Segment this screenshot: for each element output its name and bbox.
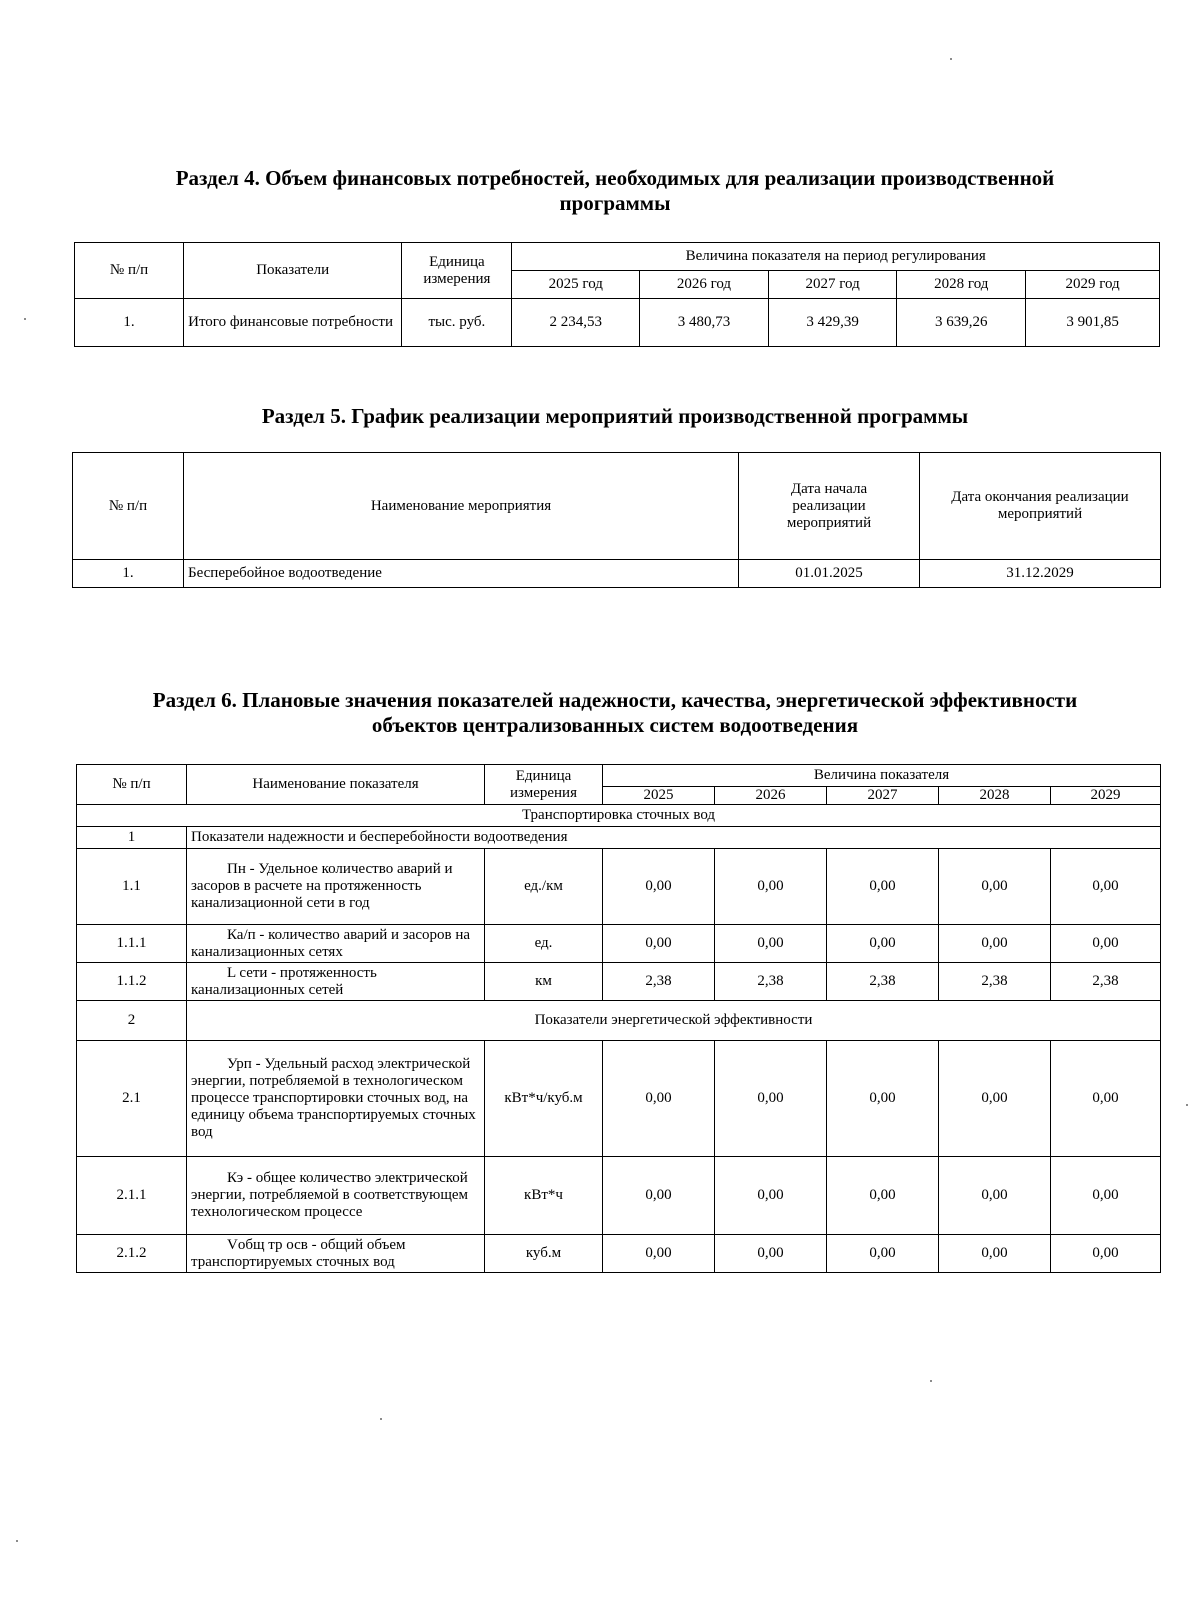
section4-title-line2: программы <box>559 191 671 215</box>
table-row <box>75 299 1160 347</box>
row-num: 1.1 <box>77 849 187 925</box>
row-unit: тыс. руб. <box>402 299 512 347</box>
row-value: 3 639,26 <box>897 299 1026 347</box>
header-year: 2028 год <box>897 271 1026 299</box>
section5-title-text: Раздел 5. График реализации мероприятий производственной программы <box>261 404 969 428</box>
header-end-date: Дата окончания реализации мероприятий <box>920 453 1161 560</box>
section6-title <box>70 688 1160 738</box>
banner-row: Транспортировка сточных вод <box>77 805 1161 827</box>
table-row <box>77 1157 1161 1235</box>
header-year: 2029 <box>1051 787 1161 805</box>
row-value: 0,00 <box>603 1157 715 1235</box>
row-num: 1.1.1 <box>77 925 187 963</box>
section5-table <box>72 452 1161 588</box>
row-start-date: 01.01.2025 <box>739 560 920 588</box>
header-year: 2027 год <box>768 271 897 299</box>
row-value: 0,00 <box>939 925 1051 963</box>
header-unit: Единица измерения <box>485 765 603 805</box>
row-value: 2,38 <box>939 963 1051 1001</box>
row-name: Vобщ тр осв - общий объем транспортируемых сточных вод <box>187 1235 485 1273</box>
section6-title-line1: Раздел 6. Плановые значения показателей надежности, качества, энергетической эффективности <box>152 688 1078 712</box>
row-name: Ка/п - количество аварий и засоров на канализационных сетях <box>187 925 485 963</box>
row-num: 2.1.1 <box>77 1157 187 1235</box>
scan-speck <box>16 1540 18 1542</box>
row-num: 1. <box>75 299 184 347</box>
row-num: 1. <box>73 560 184 588</box>
header-year: 2025 <box>603 787 715 805</box>
section4-table <box>74 242 1160 347</box>
row-unit: кВт*ч/куб.м <box>485 1041 603 1157</box>
row-value: 0,00 <box>939 849 1051 925</box>
row-name: L сети - протяженность канализационных сетей <box>187 963 485 1001</box>
table-row <box>77 849 1161 925</box>
section6-table <box>76 764 1161 1273</box>
row-name: Урп - Удельный расход электрической энергии, потребляемой в технологическом процессе транспортировки сточных вод, на единицу объема транспортируемых сточных вод <box>187 1041 485 1157</box>
row-unit: ед./км <box>485 849 603 925</box>
header-value-group: Величина показателя <box>603 765 1161 787</box>
row-value: 2,38 <box>603 963 715 1001</box>
section5-title <box>70 404 1160 429</box>
section4-title-line1: Раздел 4. Объем финансовых потребностей, необходимых для реализации производственной <box>175 166 1055 190</box>
scan-speck <box>930 1380 932 1382</box>
row-value: 2,38 <box>715 963 827 1001</box>
scan-speck <box>380 1418 382 1420</box>
group-num: 1 <box>77 827 187 849</box>
row-value: 2,38 <box>827 963 939 1001</box>
header-start-date: Дата начала реализации мероприятий <box>739 453 920 560</box>
row-value: 0,00 <box>715 1157 827 1235</box>
group-label: Показатели надежности и бесперебойности водоотведения <box>187 827 1161 849</box>
header-num: № п/п <box>77 765 187 805</box>
section4-title <box>70 166 1160 216</box>
row-value: 0,00 <box>1051 1041 1161 1157</box>
row-value: 0,00 <box>1051 849 1161 925</box>
section6-title-line2: объектов централизованных систем водоотведения <box>371 713 859 737</box>
row-value: 0,00 <box>827 925 939 963</box>
row-unit: ед. <box>485 925 603 963</box>
row-value: 3 901,85 <box>1026 299 1160 347</box>
header-year: 2029 год <box>1026 271 1160 299</box>
row-value: 0,00 <box>715 849 827 925</box>
row-unit: куб.м <box>485 1235 603 1273</box>
row-value: 0,00 <box>715 925 827 963</box>
header-num: № п/п <box>73 453 184 560</box>
row-value: 0,00 <box>939 1157 1051 1235</box>
header-name: Наименование мероприятия <box>184 453 739 560</box>
row-value: 0,00 <box>603 849 715 925</box>
row-value: 0,00 <box>827 1235 939 1273</box>
row-value: 0,00 <box>603 925 715 963</box>
row-value: 0,00 <box>827 1041 939 1157</box>
header-year: 2027 <box>827 787 939 805</box>
row-value: 2 234,53 <box>512 299 640 347</box>
table-row <box>73 560 1161 588</box>
header-year: 2026 <box>715 787 827 805</box>
header-indicator: Показатели <box>184 243 402 299</box>
row-end-date: 31.12.2029 <box>920 560 1161 588</box>
row-value: 0,00 <box>827 849 939 925</box>
row-value: 0,00 <box>1051 1157 1161 1235</box>
row-value: 0,00 <box>603 1041 715 1157</box>
row-name: Пн - Удельное количество аварий и засоров в расчете на протяженность канализационной сети в год <box>187 849 485 925</box>
row-num: 1.1.2 <box>77 963 187 1001</box>
scan-speck <box>950 58 952 60</box>
row-value: 3 429,39 <box>768 299 897 347</box>
scan-speck <box>24 318 26 320</box>
scan-speck <box>1186 1104 1188 1106</box>
row-unit: кВт*ч <box>485 1157 603 1235</box>
row-name: Бесперебойное водоотведение <box>184 560 739 588</box>
row-name: Кэ - общее количество электрической энергии, потребляемой в соответствующем технологическом процессе <box>187 1157 485 1235</box>
row-value: 0,00 <box>715 1041 827 1157</box>
table-row <box>77 1041 1161 1157</box>
header-value-group: Величина показателя на период регулирования <box>512 243 1160 271</box>
row-value: 3 480,73 <box>640 299 769 347</box>
row-num: 2.1 <box>77 1041 187 1157</box>
table-row <box>77 963 1161 1001</box>
row-value: 0,00 <box>1051 925 1161 963</box>
row-value: 0,00 <box>827 1157 939 1235</box>
header-year: 2026 год <box>640 271 769 299</box>
row-value: 0,00 <box>715 1235 827 1273</box>
group-label: Показатели энергетической эффективности <box>187 1001 1161 1041</box>
row-unit: км <box>485 963 603 1001</box>
group-num: 2 <box>77 1001 187 1041</box>
row-num: 2.1.2 <box>77 1235 187 1273</box>
row-value: 2,38 <box>1051 963 1161 1001</box>
row-value: 0,00 <box>603 1235 715 1273</box>
header-year: 2028 <box>939 787 1051 805</box>
table-row <box>77 925 1161 963</box>
row-name: Итого финансовые потребности <box>184 299 402 347</box>
row-value: 0,00 <box>939 1041 1051 1157</box>
header-year: 2025 год <box>512 271 640 299</box>
header-unit: Единица измерения <box>402 243 512 299</box>
row-value: 0,00 <box>939 1235 1051 1273</box>
header-name: Наименование показателя <box>187 765 485 805</box>
row-value: 0,00 <box>1051 1235 1161 1273</box>
table-row <box>77 1235 1161 1273</box>
header-num: № п/п <box>75 243 184 299</box>
